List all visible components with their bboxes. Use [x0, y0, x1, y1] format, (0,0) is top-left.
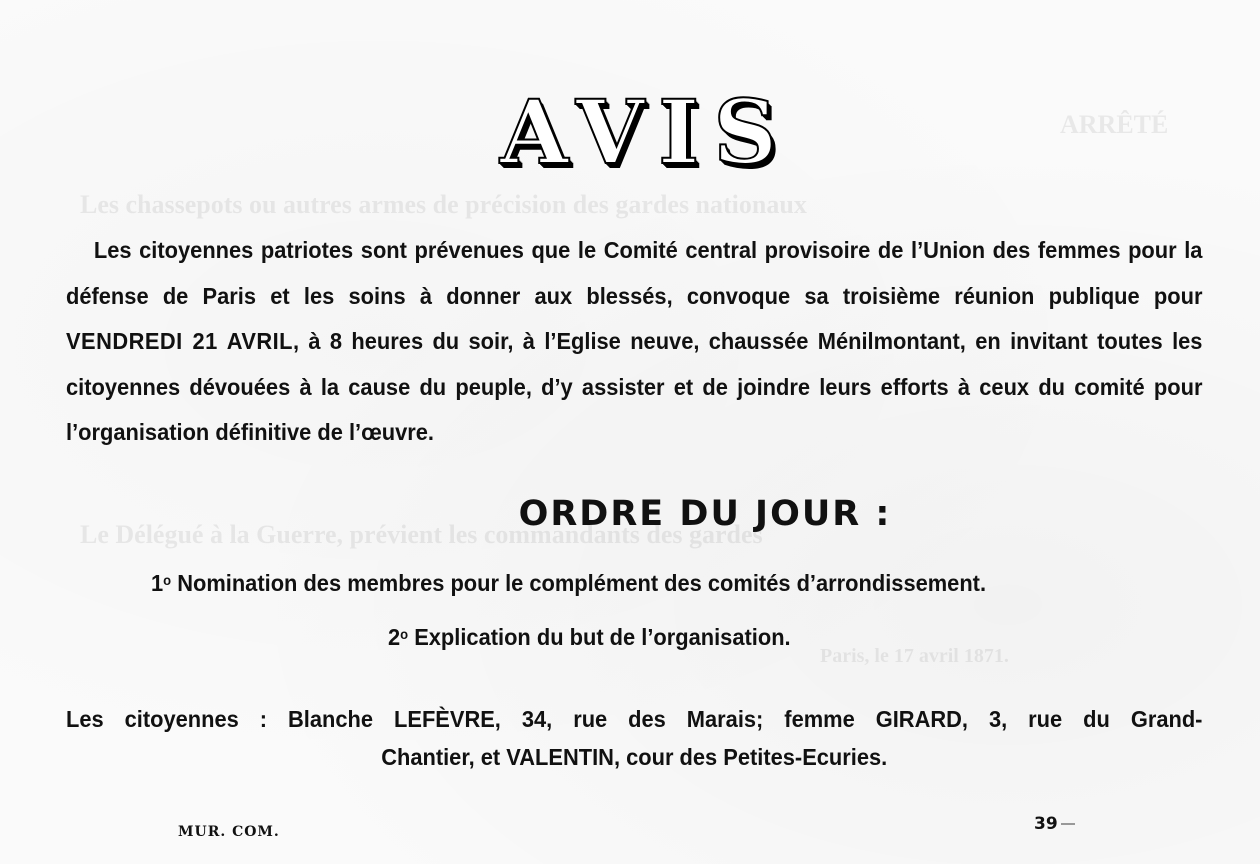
- bleed-through-text: Les chassepots ou autres armes de précision des gardes nationaux: [80, 190, 807, 219]
- signatories-line: Les citoyennes : Blanche LEFÈVRE, 34, rue des Marais; femme GIRARD, 3, rue du Grand-: [66, 706, 1203, 732]
- collection-mark: MUR. COM.: [178, 824, 280, 840]
- announcement-paragraph: [66, 228, 1202, 456]
- paragraph-text-part1: Les citoyennes patriotes sont prévenues que le Comité central provisoire de l’Union des femmes pour la défense de Paris et les soins à donner aux blessés, convoque sa troisième réunion publique pour: [66, 237, 1203, 309]
- bleed-through-text: ARRÊTÉ: [1060, 110, 1169, 139]
- agenda-item: 1$^o$ Nomination des membres pour le complément des comités d’arrondissement.: [151, 570, 987, 596]
- signatories-line: Chantier, et VALENTIN, cour des Petites-Ecuries.: [381, 744, 888, 770]
- paragraph-text-part2: , à 8 heures du soir, à l’Eglise neuve, chaussée Ménilmontant, en invitant toutes les citoyennes dévouées à la cause du peuple, d’y assister et de joindre leurs efforts à ceux du comité pour l’organisation définitive de l’œuvre.: [66, 328, 1203, 445]
- bleed-through-text: Le Délégué à la Guerre, prévient les commandants des gardes: [80, 520, 763, 549]
- meeting-date: VENDREDI 21 AVRIL: [66, 328, 293, 354]
- agenda-item: 2$^o$ Explication du but de l’organisation.: [388, 624, 791, 650]
- signatories: [66, 700, 1202, 776]
- agenda-heading: ORDRE DU JOUR :: [518, 494, 892, 534]
- page-number: 39: [1034, 814, 1075, 834]
- bleed-through-text: Paris, le 17 avril 1871.: [820, 645, 1009, 667]
- poster-title: AVIS: [500, 80, 791, 184]
- dash-mark: [1061, 823, 1075, 825]
